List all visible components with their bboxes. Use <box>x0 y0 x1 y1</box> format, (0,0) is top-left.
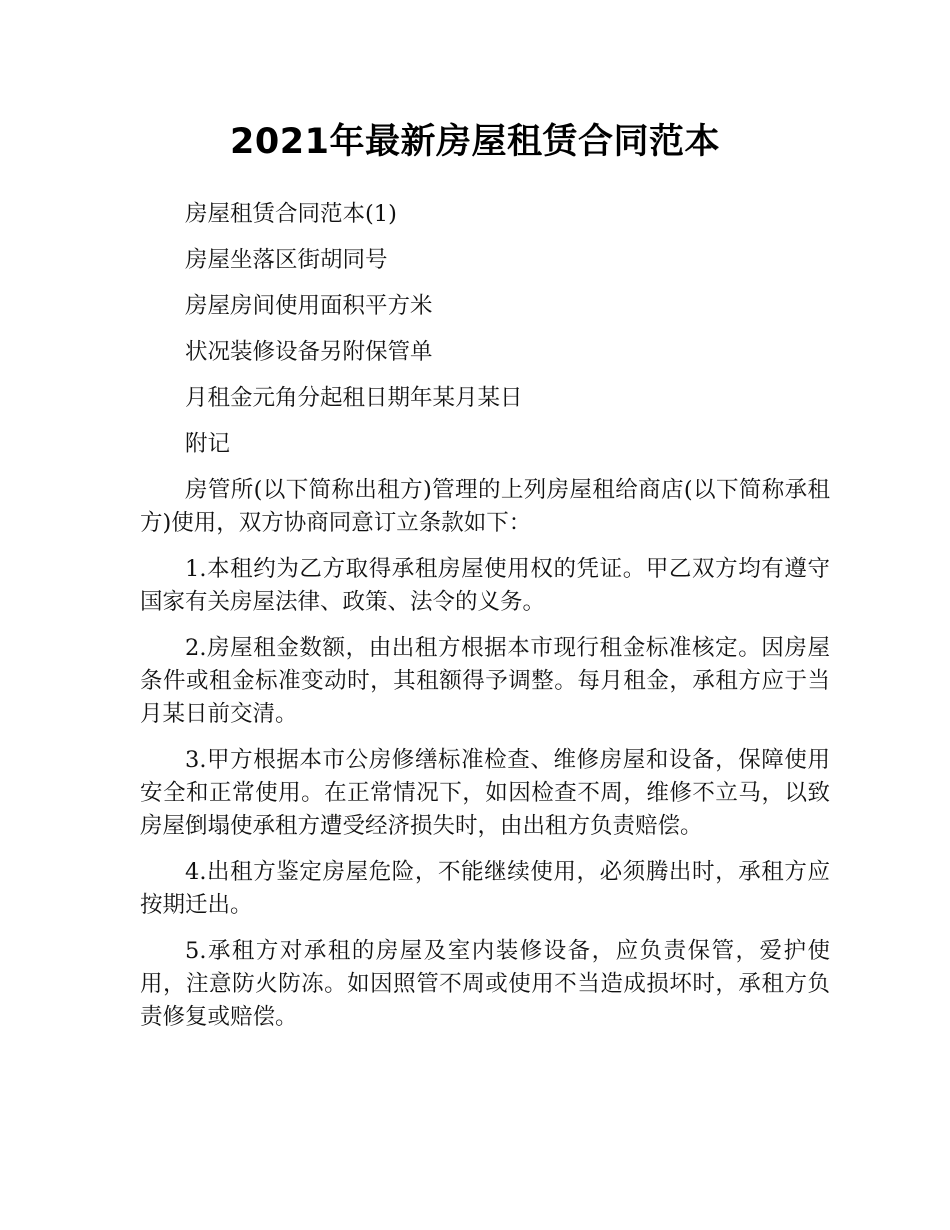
paragraph-condition: 状况装修设备另附保管单 <box>185 339 433 365</box>
clause-1: 1.本租约为乙方取得承租房屋使用权的凭证。甲乙双方均有遵守国家有关房屋法律、政策、法令的义务。 <box>140 556 830 615</box>
clause-3: 3.甲方根据本市公房修缮标准检查、维修房屋和设备，保障使用安全和正常使用。在正常情况下，如因检查不周，维修不立马，以致房屋倒塌使承租方遭受经济损失时，由出租方负责赔偿。 <box>140 747 830 839</box>
document-title: 2021年最新房屋租赁合同范本 <box>230 122 720 162</box>
document-body <box>140 198 830 1047</box>
clause-2: 2.房屋租金数额，由出租方根据本市现行租金标准核定。因房屋条件或租金标准变动时，其租额得予调整。每月租金，承租方应于当月某日前交清。 <box>140 635 830 727</box>
paragraph-rent: 月租金元角分起租日期年某月某日 <box>185 385 523 411</box>
clause-5: 5.承租方对承租的房屋及室内装修设备，应负责保管，爱护使用，注意防火防冻。如因照管不周或使用不当造成损坏时，承租方负责修复或赔偿。 <box>140 938 830 1030</box>
paragraph-intro: 房管所(以下简称出租方)管理的上列房屋租给商店(以下简称承租方)使用，双方协商同意订立条款如下： <box>140 477 830 536</box>
paragraph-contract-name: 房屋租赁合同范本(1) <box>185 201 397 227</box>
clause-4: 4.出租方鉴定房屋危险，不能继续使用，必须腾出时，承租方应按期迁出。 <box>140 859 830 918</box>
paragraph-area: 房屋房间使用面积平方米 <box>185 293 433 319</box>
paragraph-notes: 附记 <box>185 431 231 457</box>
paragraph-location: 房屋坐落区街胡同号 <box>185 247 388 273</box>
